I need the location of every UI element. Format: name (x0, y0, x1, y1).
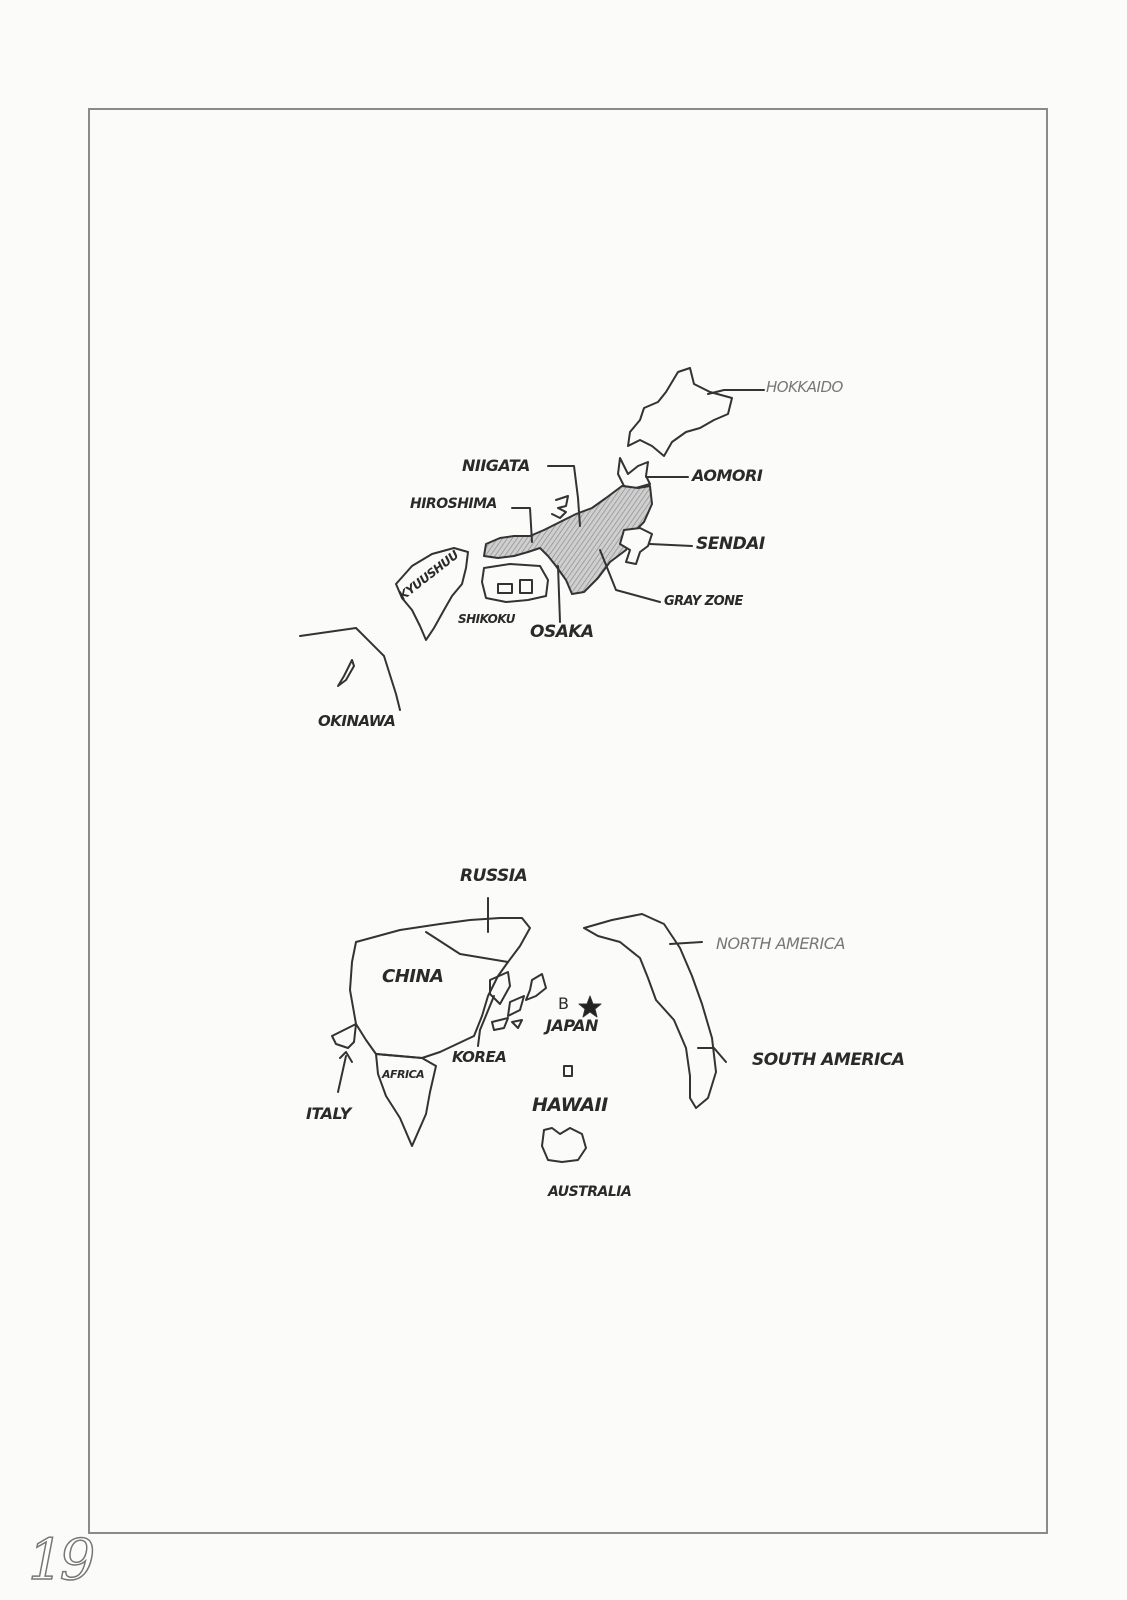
japan-map (300, 368, 764, 710)
page-number: 19 (28, 1528, 92, 1593)
hawaii-island (564, 1066, 572, 1076)
label-japan: JAPAN (546, 1016, 598, 1035)
label-russia: RUSSIA (460, 866, 528, 886)
italy-shape (332, 1024, 356, 1048)
label-osaka: OSAKA (530, 622, 594, 642)
label-shikoku: SHIKOKU (458, 612, 515, 626)
world-map (332, 898, 726, 1162)
australia-island (542, 1128, 586, 1162)
label-marker-b: B (558, 994, 569, 1013)
japan-islands (526, 974, 546, 1000)
label-north-america: NORTH AMERICA (716, 934, 845, 953)
label-south-america: SOUTH AMERICA (752, 1050, 905, 1070)
japan-island-2 (508, 996, 524, 1016)
sado-island (552, 496, 568, 518)
okinawa-arc (300, 628, 400, 710)
italy-arrow (338, 1056, 346, 1092)
aomori-region (618, 458, 650, 488)
label-australia: AUSTRALIA (548, 1184, 632, 1200)
label-korea: KOREA (452, 1048, 507, 1066)
label-africa: AFRICA (382, 1068, 425, 1081)
label-hiroshima: HIROSHIMA (410, 496, 497, 512)
china-russia-continent (350, 918, 530, 1058)
japan-island-4 (512, 1020, 522, 1028)
south-america-leader (698, 1048, 726, 1062)
shikoku-island (482, 564, 548, 602)
label-italy: ITALY (306, 1104, 351, 1123)
label-aomori: AOMORI (692, 466, 763, 485)
label-hawaii: HAWAII (532, 1094, 608, 1116)
star-marker (579, 996, 601, 1017)
label-kyuushuu: KYUUSHUU (396, 547, 462, 604)
hokkaido-island (628, 368, 732, 456)
japan-island-3 (492, 1018, 508, 1030)
label-sendai: SENDAI (696, 534, 765, 554)
russia-border (426, 932, 508, 962)
sendai-region (620, 528, 652, 564)
okinawa-island (338, 660, 354, 686)
label-niigata: NIIGATA (462, 456, 530, 475)
label-gray-zone: GRAY ZONE (664, 594, 743, 609)
label-okinawa: OKINAWA (318, 712, 396, 730)
osaka-leader (558, 566, 560, 622)
north-america-leader (670, 942, 702, 944)
sendai-leader (650, 544, 692, 546)
label-hokkaido: HOKKAIDO (766, 378, 843, 396)
label-china: CHINA (382, 966, 444, 987)
